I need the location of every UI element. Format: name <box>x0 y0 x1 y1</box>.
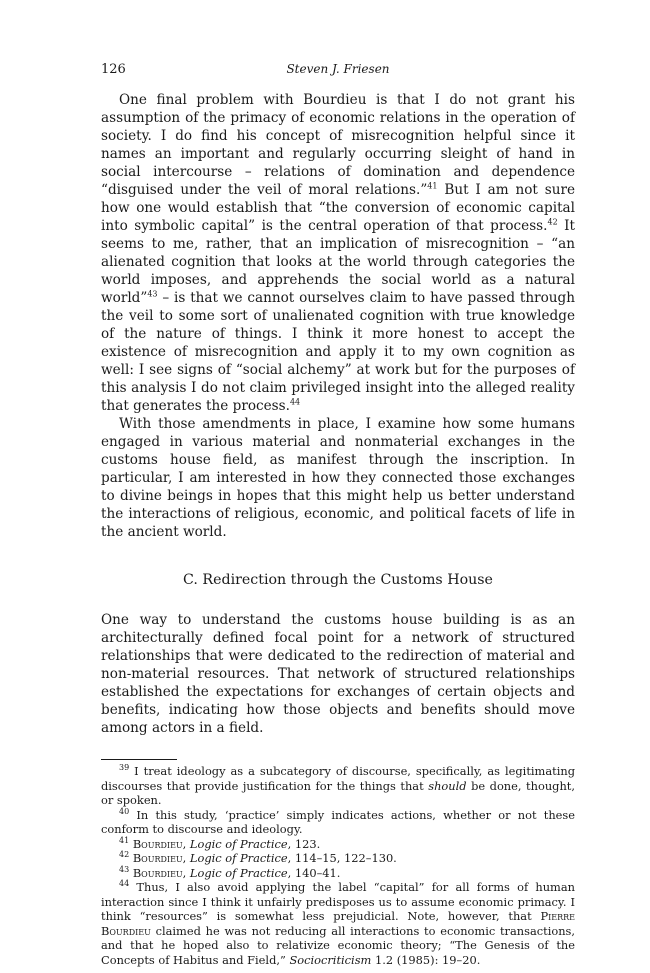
footnote <box>101 808 575 837</box>
footnote-text <box>101 808 575 837</box>
footnote-text <box>129 837 320 851</box>
footnote-text <box>129 851 397 865</box>
text-run: It seems to me, rather, that an implication of misrecognition – “an alienated cognition that looks at the world through categories the world imposes, and apprehends the social world as a natural world” <box>101 218 575 306</box>
footnote <box>101 851 575 866</box>
footnote-text <box>101 764 575 807</box>
footnote <box>101 880 575 967</box>
text-run: , <box>182 836 190 851</box>
footnote <box>101 866 575 881</box>
running-head-author: Steven J. Friesen <box>286 62 390 76</box>
note-reference: 44 <box>289 397 301 407</box>
text-run: , 140–41. <box>287 865 341 880</box>
note-reference: 42 <box>547 217 558 227</box>
note-reference: 41 <box>427 181 438 191</box>
text-run: claimed he was not reducing all interactions to economic transactions, and that he hoped also to relativize economic theory; “The Genesis of the Concepts of Habitus and Field,” <box>101 923 575 967</box>
section-paragraph: One way to understand the customs house building is as an architecturally defined focal point for a network of structured relationships that were dedicated to the redirection of material and non-material resources. That network of structured relationships established the expectations for exchanges of certain objects and benefits, indicating how those objects and benefits should move among actors in a field. <box>101 612 575 736</box>
footnote <box>101 764 575 808</box>
text-run: , <box>182 851 190 865</box>
footnote-number: 42 <box>119 850 130 860</box>
text-run: In this study, ‘practice’ simply indicates actions, whether or not these conform to discourse and ideology. <box>101 807 575 836</box>
text-run: But I am not sure how one would establish that “the conversion of economic capital into symbolic capital” is the central operation of that process. <box>101 182 575 234</box>
text-run: With those amendments in place, I examine how some humans engaged in various material and nonmaterial exchanges in the customs house field, as manifest through the inscription. In particular, I am interested in how they connected those exchanges to divine beings in hopes that this might help us better understand the interactions of religious, economic, and political facets of life in the ancient world. <box>101 416 575 540</box>
text-run: One final problem with Bourdieu is that I do not grant his assumption of the primacy of economic relations in the operation of society. I do find his concept of misrecognition helpful since it names an important and regularly occurring sleight of hand in social intercourse – relations of domination and dependence “disguised under the veil of moral relations.” <box>101 92 575 198</box>
footnote-number: 44 <box>119 879 130 889</box>
text-run: I treat ideology as a subcategory of discourse, specifically, as legitimating discourses that provide justification for the things that <box>101 764 575 793</box>
text-run: , 123. <box>287 836 321 851</box>
text-run: Logic of Practice <box>189 836 288 851</box>
footnote-number: 41 <box>119 835 130 845</box>
text-run: Sociocriticism <box>289 952 372 967</box>
text-run: Logic of Practice <box>189 865 288 880</box>
footnote-number: 43 <box>119 864 130 874</box>
footnote-number: 39 <box>119 763 130 773</box>
footnote-number: 40 <box>119 806 130 816</box>
text-run: Pierre Bourdieu <box>101 909 575 938</box>
text-run: , <box>182 865 190 880</box>
text-run: should <box>428 778 467 793</box>
footnote-text <box>129 866 340 880</box>
text-run: Bourdieu <box>132 851 183 865</box>
footnotes <box>101 764 575 967</box>
text-run: , 114–15, 122–130. <box>287 851 397 865</box>
text-run: Bourdieu <box>132 865 183 880</box>
page-number: 126 <box>101 62 126 77</box>
note-reference: 43 <box>147 289 158 299</box>
running-head <box>101 62 575 84</box>
body-paragraph <box>101 91 575 415</box>
text-run: 1.2 (1985): 19–20. <box>371 952 481 967</box>
text-run: be done, thought, or spoken. <box>101 778 575 807</box>
text-run: – is that we cannot ourselves claim to have passed through the veil to some sort of unalienated cognition with true knowledge of the nature of things. I think it more honest to accept the existence of misrecognition and apply it to my own cognition as well: I see signs of “social alchemy” at work but for the purposes of this analysis I do not claim privileged insight into the alleged reality that generates the process. <box>101 290 575 414</box>
text-run: Bourdieu <box>132 836 183 851</box>
book-page <box>101 62 575 967</box>
footnote-text <box>101 880 575 967</box>
section-heading: C. Redirection through the Customs House <box>183 572 493 588</box>
text-run: Logic of Practice <box>189 851 288 865</box>
body-text <box>101 91 575 737</box>
text-run: Thus, I also avoid applying the label “capital” for all forms of human interaction since I think it unfairly predisposes us to assume economic primacy. I think “resources” is somewhat less prejudicial. Note, however, that <box>101 880 575 923</box>
body-paragraph <box>101 415 575 541</box>
footnote-rule <box>101 759 177 760</box>
footnote <box>101 837 575 852</box>
